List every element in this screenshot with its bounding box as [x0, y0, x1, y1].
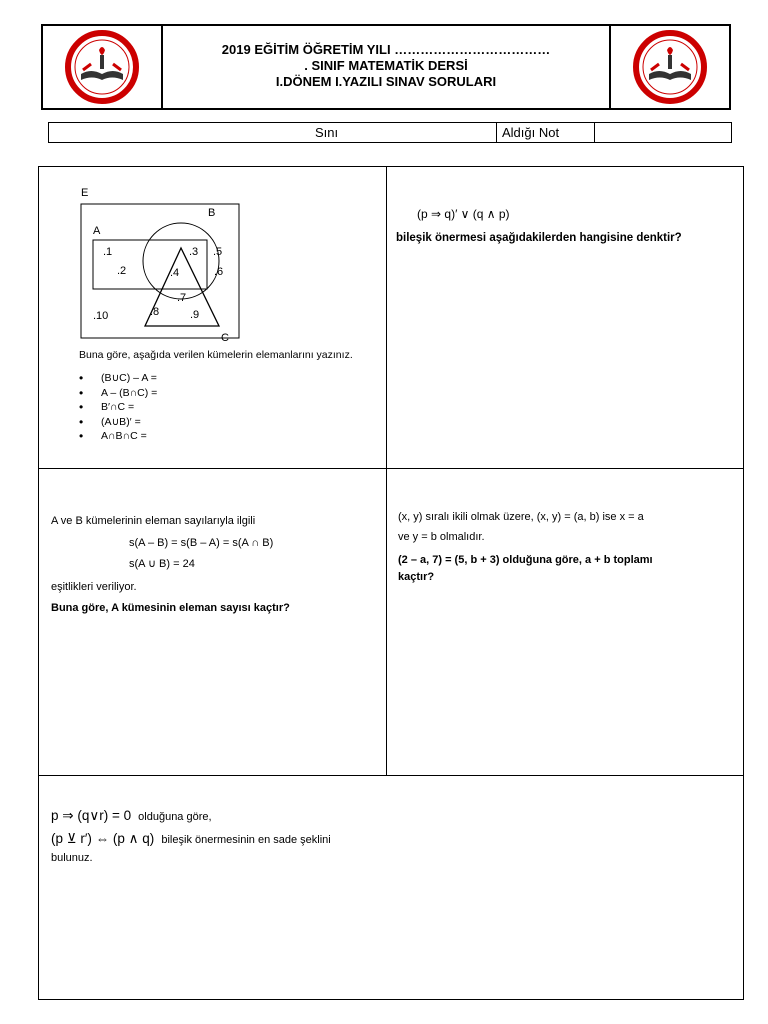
exam-header [41, 24, 731, 110]
class-label: Sını [315, 125, 339, 140]
svg-text:.3: .3 [189, 246, 199, 258]
question-5-text3: bulunuz. [51, 852, 93, 864]
svg-text:.6: .6 [214, 266, 224, 278]
question-5-expr1: p ⇒ (q∨r) = 0 [51, 808, 132, 823]
question-2-text: bileşik önermesi aşağıdakilerden hangisine denktir? [396, 232, 682, 244]
question-2-expression: (p ⇒ q)′ ∨ (q ∧ p) [417, 207, 510, 221]
list-item: • A – (B∩C) = [79, 386, 157, 401]
svg-text:.8: .8 [150, 306, 160, 318]
question-5-line1 [51, 809, 212, 824]
question-3-eq2: s(A ∪ B) = 24 [129, 558, 195, 570]
venn-label-c: C [221, 332, 229, 343]
list-item: • (B∪C) – A = [79, 371, 157, 386]
svg-text:.1: .1 [103, 246, 113, 258]
venn-label-b: B [208, 207, 216, 219]
question-4-line1: (x, y) sıralı ikili olmak üzere, (x, y) = (a, b) ise x = a [398, 511, 644, 523]
question-5-text2: bileşik önermesinin en sade şeklini [161, 834, 331, 846]
question-3-eq1: s(A – B) = s(B – A) = s(A ∩ B) [129, 537, 274, 549]
question-4-line2: ve y = b olmalıdır. [398, 531, 485, 543]
ministry-seal-icon [629, 28, 711, 106]
question-1-items [79, 371, 157, 444]
venn-diagram [77, 183, 243, 343]
student-info-row [48, 122, 732, 143]
question-3-given: eşitlikleri veriliyor. [51, 581, 137, 593]
ministry-logo-right [609, 26, 729, 108]
list-item: • (A∪B)′ = [79, 415, 157, 430]
header-title-block [163, 42, 609, 90]
list-item: • B′∩C = [79, 400, 157, 415]
list-item: • A∩B∩C = [79, 429, 157, 444]
svg-text:.5: .5 [213, 246, 223, 258]
venn-label-a: A [93, 225, 101, 237]
svg-text:.7: .7 [177, 292, 187, 304]
header-line-exam: I.DÖNEM I.YAZILI SINAV SORULARI [275, 74, 497, 89]
ministry-seal-icon [61, 28, 143, 106]
question-grid [38, 166, 744, 1000]
header-line-course: . SINIF MATEMATİK DERSİ [304, 58, 468, 73]
question-4-line4: kaçtır? [398, 571, 435, 583]
question-5-text1: olduğuna göre, [138, 811, 212, 823]
grade-label: Aldığı Not [502, 125, 560, 140]
question-1-venn [77, 183, 243, 347]
ministry-logo-left [43, 26, 163, 108]
venn-label-universe: E [81, 187, 89, 199]
svg-text:.2: .2 [117, 265, 127, 277]
header-line-year: 2019 EĞİTİM ÖĞRETİM YILI ……………………………… [221, 42, 551, 57]
svg-text:.4: .4 [170, 267, 180, 279]
question-5-line2 [51, 832, 331, 847]
svg-text:.9: .9 [190, 309, 200, 321]
question-5-expr2: (p ⊻ r′) ⇔ (p ∧ q) [51, 831, 155, 846]
question-3-intro: A ve B kümelerinin eleman sayılarıyla ilgili [51, 515, 256, 527]
question-4-line3: (2 – a, 7) = (5, b + 3) olduğuna göre, a + b toplamı [398, 554, 653, 566]
svg-text:.10: .10 [93, 310, 109, 322]
question-1-prompt: Buna göre, aşağıda verilen kümelerin elemanlarını yazınız. [79, 349, 353, 361]
question-3-question: Buna göre, A kümesinin eleman sayısı kaçtır? [51, 602, 290, 614]
